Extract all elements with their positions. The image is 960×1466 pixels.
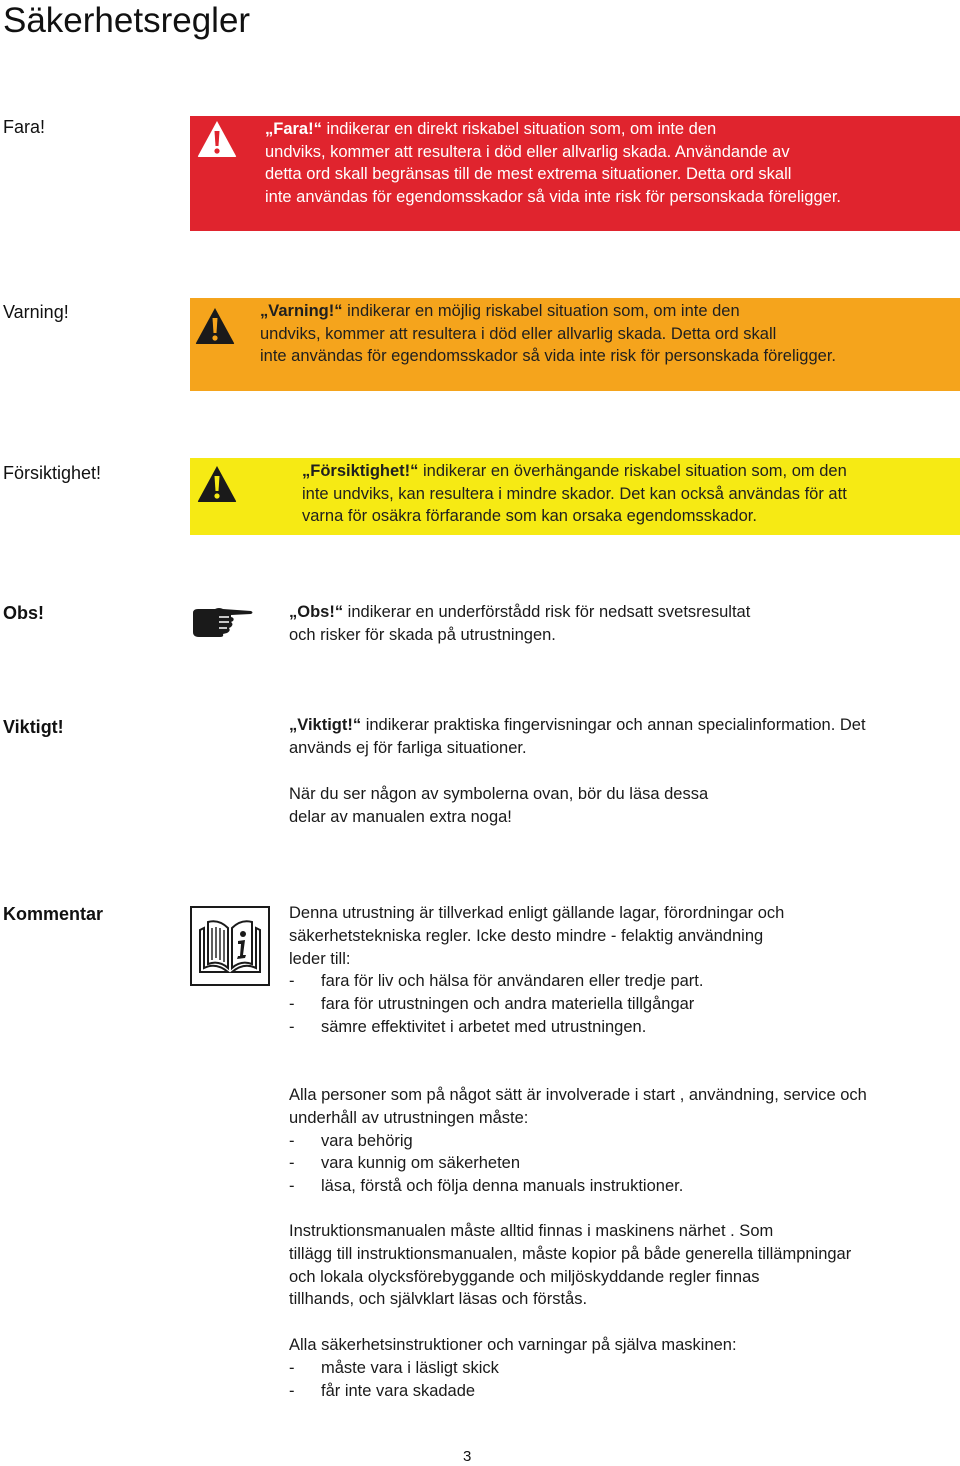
list-item: - vara kunnig om säkerheten	[289, 1154, 521, 1173]
viktigt-keyword: „Viktigt!“	[289, 716, 362, 734]
varning-box	[190, 298, 960, 391]
fara-line: detta ord skall begränsas till de mest extrema situationer. Detta ord skall	[265, 165, 792, 183]
manual-line: Instruktionsmanualen måste alltid finnas i maskinens närhet . Som	[289, 1222, 774, 1240]
maskin-intro-line: Alla säkerhetsinstruktioner och varningar på själva maskinen:	[289, 1336, 737, 1354]
maskin-text	[289, 1334, 737, 1402]
list-item: - läsa, förstå och följa denna manuals instruktioner.	[289, 1177, 684, 1196]
personer-intro-line: Alla personer som på något sätt är involverade i start , användning, service och	[289, 1086, 867, 1104]
viktigt-note	[289, 783, 708, 829]
viktigt-note-line: När du ser någon av symbolerna ovan, bör du läsa dessa	[289, 785, 709, 803]
varning-keyword: „Varning!“	[260, 302, 343, 320]
varning-line: inte användas för egendomsskador så vida inte risk för personskada föreligger.	[260, 347, 836, 365]
obs-line: indikerar en underförstådd risk för nedsatt svetsresultat	[343, 603, 751, 621]
obs-label: Obs!	[3, 603, 45, 623]
forsiktighet-line: varna för osäkra förfarande som kan orsaka egendomsskador.	[302, 507, 757, 525]
fara-line: inte användas för egendomsskador så vida inte risk för personskada föreligger.	[265, 187, 841, 206]
forsiktighet-line: inte undviks, kan resultera i mindre skador. Det kan också användas för att	[302, 484, 847, 503]
fara-box	[190, 116, 960, 231]
kommentar-label: Kommentar	[3, 904, 104, 924]
pointing-hand-icon	[189, 605, 255, 639]
fara-text	[265, 118, 841, 208]
forsiktighet-box	[190, 458, 960, 535]
danger-warning-icon	[197, 120, 237, 158]
list-item: - vara behörig	[289, 1131, 413, 1150]
fara-label: Fara!	[3, 117, 46, 137]
varning-line: indikerar en möjlig riskabel situation som, om inte den	[342, 302, 740, 320]
page-title: Säkerhetsregler	[3, 1, 251, 40]
page-number: 3	[463, 1448, 472, 1465]
personer-intro-line: underhåll av utrustningen måste:	[289, 1108, 529, 1127]
forsiktighet-label: Försiktighet!	[3, 463, 102, 483]
viktigt-note-line: delar av manualen extra noga!	[289, 807, 512, 826]
varning-line: undviks, kommer att resultera i död eller allvarlig skada. Detta ord skall	[260, 324, 777, 343]
obs-keyword: „Obs!“	[289, 603, 344, 621]
read-manual-icon	[190, 906, 270, 986]
manual-line: tillhands, och självklart läsas och förstås.	[289, 1290, 588, 1309]
list-item: - sämre effektivitet i arbetet med utrustningen.	[289, 1017, 647, 1036]
obs-text	[289, 601, 750, 647]
fara-keyword: „Fara!“	[265, 120, 322, 138]
viktigt-line: används ej för farliga situationer.	[289, 738, 527, 757]
forsiktighet-keyword: „Försiktighet!“	[302, 462, 419, 480]
fara-line: indikerar en direkt riskabel situation som, om inte den	[321, 120, 717, 138]
warning-triangle-icon	[195, 307, 235, 345]
varning-label: Varning!	[3, 302, 69, 322]
list-item: - fara för liv och hälsa för användaren eller tredje part.	[289, 972, 704, 991]
kommentar-text	[289, 902, 784, 1039]
varning-text	[260, 300, 836, 368]
list-item: - måste vara i läsligt skick	[289, 1358, 499, 1377]
kommentar-intro-line: leder till:	[289, 949, 351, 968]
list-item: - fara för utrustningen och andra materiella tillgångar	[289, 995, 695, 1014]
obs-line: och risker för skada på utrustningen.	[289, 625, 556, 644]
kommentar-intro-line: Denna utrustning är tillverkad enligt gällande lagar, förordningar och	[289, 904, 785, 922]
viktigt-text	[289, 714, 866, 760]
viktigt-label: Viktigt!	[3, 717, 64, 737]
forsiktighet-text	[302, 460, 847, 528]
caution-triangle-icon	[197, 465, 237, 503]
manual-line: tillägg till instruktionsmanualen, måste kopior på både generella tillämpningar	[289, 1244, 852, 1263]
manual-text	[289, 1220, 851, 1311]
kommentar-intro-line: säkerhetstekniska regler. Icke desto mindre - felaktig användning	[289, 926, 764, 945]
manual-line: och lokala olycksförebyggande och miljöskyddande regler finnas	[289, 1267, 760, 1286]
fara-line: undviks, kommer att resultera i död eller allvarlig skada. Användande av	[265, 142, 790, 161]
list-item: - får inte vara skadade	[289, 1381, 476, 1400]
forsiktighet-line: indikerar en överhängande riskabel situation som, om den	[418, 462, 847, 480]
personer-text	[289, 1084, 867, 1198]
viktigt-line: indikerar praktiska fingervisningar och annan specialinformation. Det	[361, 716, 866, 734]
